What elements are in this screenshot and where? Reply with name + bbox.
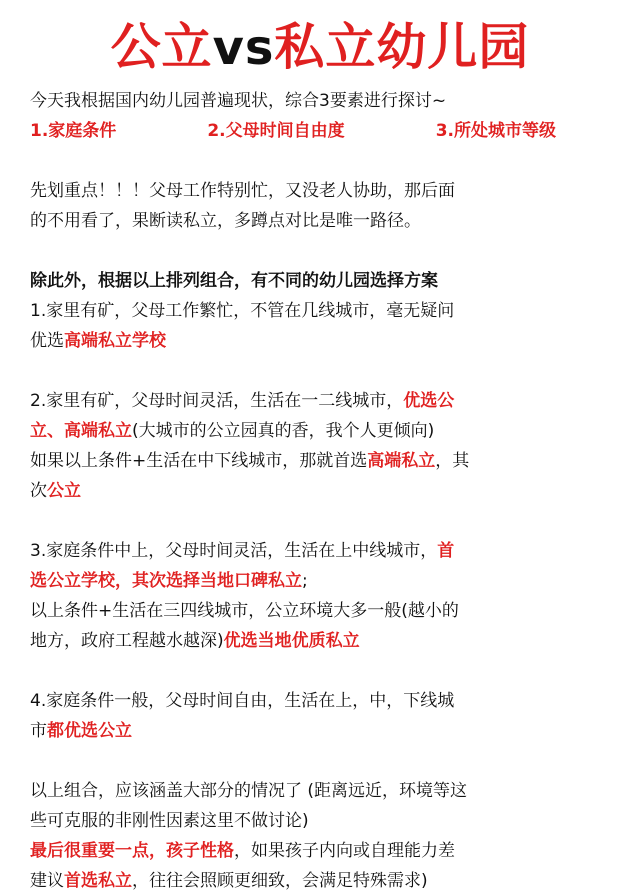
option2-rec-d: 公立 <box>47 481 81 501</box>
option4-line-2 <box>30 716 610 746</box>
factor-parent-time: 2.父母时间自由度 <box>207 121 345 141</box>
option3-semicolon: ; <box>302 571 308 591</box>
option3-text-b: 地方，政府工程越水越深) <box>30 631 224 651</box>
option3-line-4 <box>30 626 610 656</box>
summary-line-4 <box>30 866 610 896</box>
highlight-line-2: 的不用看了，果断读私立，多蹲点对比是唯一路径。 <box>30 211 421 231</box>
summary-key-point: 最后很重要一点，孩子性格 <box>30 841 234 861</box>
plan-heading: 除此外，根据以上排列组合，有不同的幼儿园选择方案 <box>30 271 438 291</box>
option1-line-1: 1.家里有矿，父母工作繁忙，不管在几线城市，毫无疑问 <box>30 301 455 321</box>
option2-line-1 <box>30 386 610 416</box>
option1-recommendation: 高端私立学校 <box>64 331 166 351</box>
option3-line-2 <box>30 566 610 596</box>
summary-text-a: ，如果孩子内向或自理能力差 <box>234 841 455 861</box>
option2-text-d: 次 <box>30 481 47 501</box>
option4-rec: 都优选公立 <box>47 721 132 741</box>
highlight-line-1: 先划重点！！！父母工作特别忙，又没老人协助，那后面 <box>30 181 455 201</box>
option4-text: 市 <box>30 721 47 741</box>
option2-note: (大城市的公立园真的香，我个人更倾向) <box>132 421 435 441</box>
option3-line-3: 以上条件+生活在三四线城市，公立环境大多一般(越小的 <box>30 601 459 621</box>
option3-rec-b: 选公立学校，其次选择当地口碑私立 <box>30 571 302 591</box>
summary-text-c: ，往往会照顾更细致，会满足特殊需求) <box>132 871 428 891</box>
option4-line-1: 4.家庭条件一般，父母时间自由，生活在上，中，下线城 <box>30 691 455 711</box>
title-public: 公立 <box>110 18 213 76</box>
option2-text-b: 如果以上条件+生活在中下线城市，那就首选 <box>30 451 368 471</box>
option3-line-1 <box>30 536 610 566</box>
option2-line-2 <box>30 416 610 446</box>
factor-family: 1.家庭条件 <box>30 121 117 141</box>
option2-rec-a: 优选公 <box>403 391 455 411</box>
option2-line-4 <box>30 476 610 506</box>
option3-rec-c: 优选当地优质私立 <box>223 631 360 651</box>
option3-text-a: 3.家庭条件中上，父母时间灵活，生活在上中线城市， <box>30 541 438 561</box>
option2-line-3 <box>30 446 610 476</box>
option2-rec-c: 高端私立 <box>367 451 436 471</box>
factor-list <box>30 116 610 146</box>
article-body <box>30 86 610 896</box>
option2-text-c: ，其 <box>435 451 470 471</box>
title-private-kindergarten: 私立幼儿园 <box>274 18 530 76</box>
option2-rec-b: 立、高端私立 <box>30 421 132 441</box>
option1-prefix: 优选 <box>30 331 64 351</box>
summary-line-1: 以上组合，应该涵盖大部分的情况了 (距离远近，环境等这 <box>30 781 468 801</box>
option1-line-2 <box>30 326 610 356</box>
summary-text-b: 建议 <box>30 871 64 891</box>
option2-text-a: 2.家里有矿，父母时间灵活，生活在一二线城市， <box>30 391 404 411</box>
summary-line-3 <box>30 836 610 866</box>
page-title <box>30 0 610 80</box>
intro-text: 今天我根据国内幼儿园普遍现状，综合3要素进行探讨~ <box>30 91 447 111</box>
summary-line-2: 些可克服的非刚性因素这里不做讨论) <box>30 811 309 831</box>
summary-rec: 首选私立 <box>64 871 132 891</box>
title-vs: vs <box>212 20 275 76</box>
factor-city-tier: 3.所处城市等级 <box>435 121 556 141</box>
option3-rec-a: 首 <box>437 541 455 561</box>
